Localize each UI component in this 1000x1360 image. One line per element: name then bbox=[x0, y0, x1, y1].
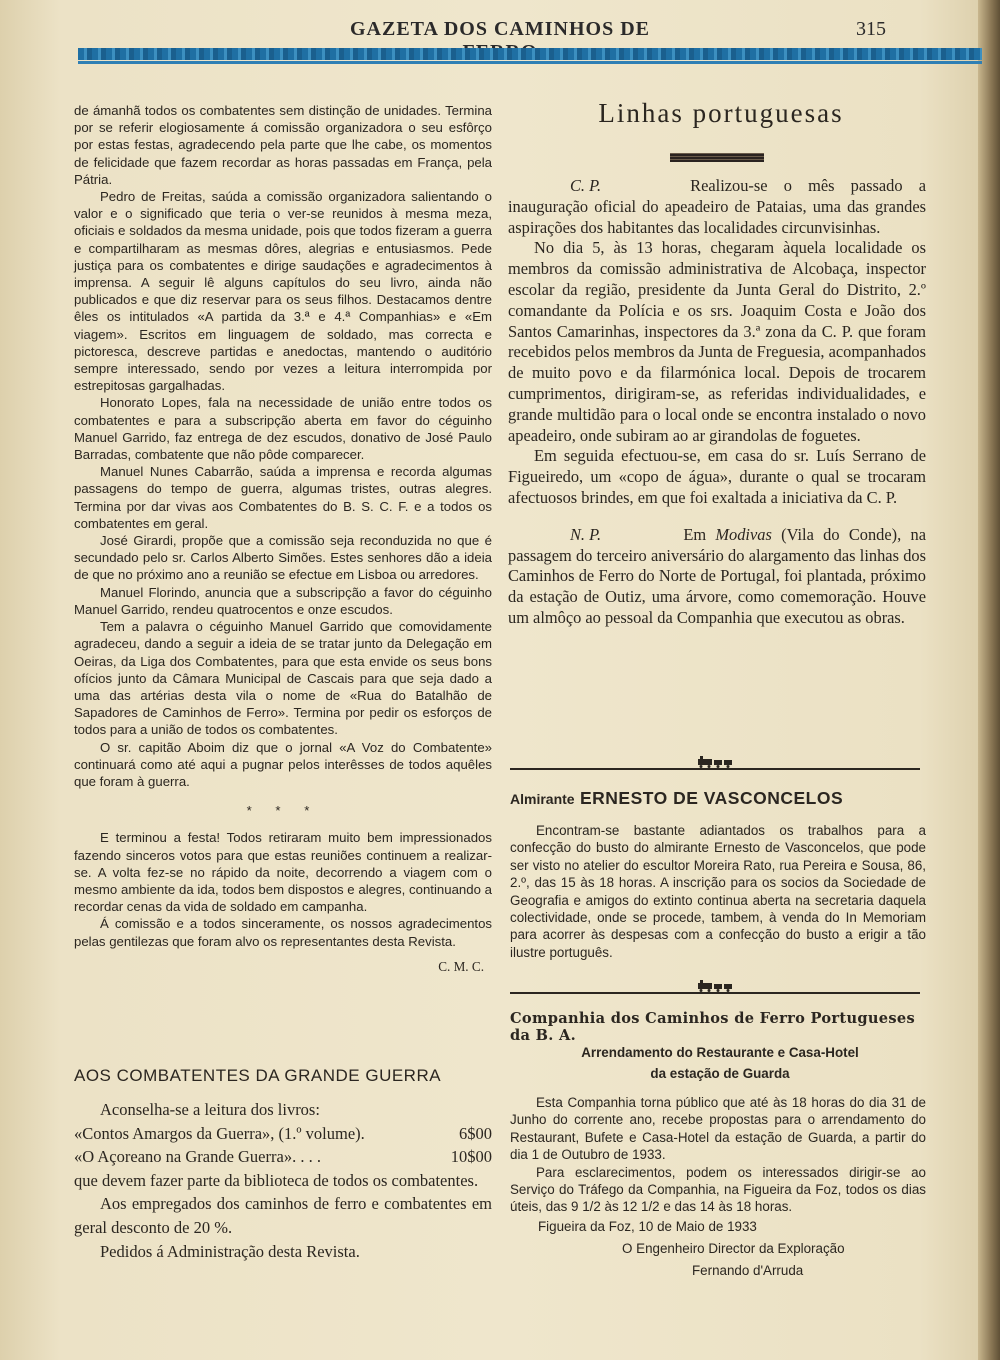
section-title: Linhas portuguesas bbox=[598, 98, 844, 128]
almirante-paragraph: Encontram-se bastante adiantados os trabalhos para a confecção do busto do almirante Ernesto de Vasconcelos, que pode ser visto no atelier do escultor Moreira Rato, rua Pereira e Sousa, 86, 2.º, das 15 às 18 horas. A inscrição para os socios da Sociedade de Geografia e amigos do extinto continua aberta na secretaria daquela colectividade, onde se procede, tambem, à venda do In Memoriam para acorrer às despesas com a confecção do busto a erigir a tão ilustre português. bbox=[510, 823, 926, 960]
article-paragraph: José Girardi, propõe que a comissão seja reconduzida no que é secundado pelo sr. Carlos Alberto Simões. Estes senhores dão a ideia de que no próximo ano a reunião se efectue em Lisboa ou arredores. bbox=[74, 533, 492, 583]
header-rule-thin bbox=[78, 61, 982, 64]
almirante-article bbox=[510, 822, 926, 961]
article-signature: C. M. C. bbox=[438, 958, 484, 974]
combatants-intro: Aconselha-se a leitura dos livros: bbox=[100, 1100, 320, 1119]
almirante-title-name: ERNESTO DE VASCONCELOS bbox=[579, 788, 844, 808]
book-title: «O Açoreano na Grande Guerra». . . . bbox=[74, 1147, 321, 1167]
company-paragraph: Esta Companhia torna público que até às 18 horas do dia 31 de Junho do corrente ano, recebe propostas para o arrendamento do Restaurant, Bufete e Casa-Hotel da estação de Guarda, a partir do dia 1 de Outubro de 1933. bbox=[510, 1095, 926, 1163]
article-paragraph: Tem a palavra o céguinho Manuel Garrido que comovidamente agradeceu, dando a seguir a ideia de se tratar junto da Delegação em Oeiras, da Liga dos Combatentes, para que esta envide os seus bons ofícios junto da Câmara Municipal de Cascais para que seja dado a uma das artérias desta vila o nome de «Rua do Batalhão de Sapadores de Caminhos de Ferro». Termina por pedir os esforços de todos para a união de todos os combatentes. bbox=[74, 619, 492, 738]
news-np-rest: (Vila do Conde), na passagem do terceiro aniversário do alargamento das linhas dos Caminhos de Ferro do Norte de Portugal, foi plantada, próximo da estação de Outiz, uma árvore, como comemoração. Houve um almôço ao pessoal da Companhia que executou as obras. bbox=[508, 524, 926, 627]
train-icon bbox=[696, 980, 736, 992]
combatants-discount: Aos empregados dos caminhos de ferro e combatentes em geral desconto de 20 %. bbox=[74, 1194, 492, 1237]
section-divider bbox=[510, 768, 920, 770]
section-divider bbox=[510, 992, 920, 994]
company-heading: Companhia dos Caminhos de Ferro Portugueses da B. A. bbox=[510, 1010, 915, 1044]
news-paragraph: Em seguida efectuou-se, em casa do sr. Luís Serrano de Figueiredo, um «copo de água», durante o qual se trocaram afectuosos brindes, em que foi exaltada a iniciativa da C. P. bbox=[508, 446, 926, 507]
news-cp bbox=[508, 176, 926, 509]
page-number: 315 bbox=[856, 18, 886, 40]
company-place-date: Figueira da Foz, 10 de Maio de 1933 bbox=[538, 1219, 757, 1234]
company-subheading-line: da estação de Guarda bbox=[650, 1066, 790, 1081]
header-rule bbox=[78, 48, 982, 60]
combatants-orders: Pedidos á Administração desta Revista. bbox=[100, 1241, 360, 1261]
book-price: 10$00 bbox=[450, 1147, 492, 1167]
company-subheading-line: Arrendamento do Restaurante e Casa-Hotel bbox=[581, 1045, 859, 1060]
news-cp-lead: Realizou-se o mês passado a inauguração oficial do apeadeiro de Pataias, uma das grandes aspirações dos habitantes das localidades circunvisinhas. bbox=[508, 176, 926, 237]
news-np-em: Em bbox=[683, 524, 707, 544]
article-paragraph: Á comissão e a todos sinceramente, os nossos agradecimentos pelas gentilezas que foram alvo os representantes desta Revista. bbox=[74, 916, 492, 949]
combatants-ad bbox=[74, 1098, 492, 1263]
left-column-article bbox=[74, 102, 492, 975]
company-signatory-role: O Engenheiro Director da Exploração bbox=[622, 1241, 845, 1256]
news-np bbox=[508, 525, 926, 629]
article-paragraph: Manuel Nunes Cabarrão, saúda a imprensa e recorda algumas passagens do tempo de guerra, algumas tristes, outras alegres. Termina por dar vivas aos Combatentes do B. S. C. F. e a todos os combatentes em geral. bbox=[74, 464, 492, 531]
almirante-title-prefix: Almirante bbox=[510, 791, 575, 807]
news-paragraph: No dia 5, às 13 horas, chegaram àquela localidade os membros da comissão administrativa de Alcobaça, inspector escolar da região, presidente da Junta Geral do Distrito, 2.º comandante da Polícia e os srs. Joaquim Costa e João dos Santos Camarinhas, inspectores da 3.ª zona da C. P. que foram recebidos pelos membros da Junta de Freguesia, acompanhados de muito povo e da filarmónica local. Depois de trocarem cumprimentos, dirigiram-se, as referidas individualidades, e grande multidão para o local onde se encontra instalado o novo apeadeiro, onde subiram ao ar girandolas de foguetes. bbox=[508, 238, 926, 445]
article-paragraph: Pedro de Freitas, saúda a comissão organizadora salientando o valor e o significado que teria o ver-se reunidos à mesma meza, oficiais e soldados da mesma unidade, pois que todos fizeram a guerra e compartilharam as mesmas dôres, alegrias e entusiasmos. Pede justiça para os combatentes e dirige saudações e agradecimentos à imprensa. A seguir lê alguns capítulos do seu livro, ainda não publicados e que diz reservar para os seus filhos. Destacamos dentre êles os intitulados «A partida da 3.ª e 4.ª Companhias» e «Em viagem». Escritos em linguagem de soldado, mas correcta e pictoresca, descreve partidas e anedoctas, mantendo o auditório sempre interessado, sendo por vezes a leitura interrompida por estrepitosas gargalhadas. bbox=[74, 189, 492, 394]
article-paragraph: Manuel Florindo, anuncia que a subscripção a favor do céguinho Manuel Garrido, rendeu quatrocentos e onze escudos. bbox=[74, 584, 492, 617]
train-icon bbox=[696, 756, 736, 768]
combatants-note: que devem fazer parte da biblioteca de todos os combatentes. bbox=[74, 1170, 479, 1190]
news-tag-np: N. P. bbox=[570, 524, 602, 544]
news-np-place: Modivas bbox=[715, 524, 772, 544]
article-paragraph: E terminou a festa! Todos retiraram muito bem impressionados fazendo sinceros votos para que estas reuniões continuem a realizar-se. A volta fez-se no rápido da noite, decorrendo a viagem com o mesmo ambiente da ida, todos bem dispostos e alegres, continuando a recordar cenas da vida de soldado em campanha. bbox=[74, 830, 492, 915]
company-subheading bbox=[510, 1042, 930, 1084]
book-item bbox=[74, 1145, 492, 1169]
book-price: 6$00 bbox=[459, 1123, 492, 1143]
company-paragraph: Para esclarecimentos, podem os interessados dirigir-se ao Serviço do Tráfego da Companhia, na Figueira da Foz, todos os dias úteis, das 9 1/2 às 12 1/2 e das 14 às 18 horas. bbox=[510, 1164, 926, 1215]
company-signatory-name: Fernando d'Arruda bbox=[692, 1263, 804, 1278]
article-paragraph: Honorato Lopes, fala na necessidade de união entre todos os combatentes e para a subscripção aberta em favor do céguinho Manuel Garrido, faz entrega de dez escudos, donativo de José Paulo Barradas, combatente que não pôde comparecer. bbox=[74, 395, 492, 463]
book-item bbox=[74, 1122, 492, 1146]
book-spine-edge bbox=[978, 0, 1000, 1360]
section-separator: * * * bbox=[246, 803, 320, 819]
article-paragraph: O sr. capitão Aboim diz que o jornal «A Voz do Combatente» continuará como até aqui a pugnar pelos interêsses de todos aquêles que foram à guerra. bbox=[74, 739, 492, 789]
magazine-title: GAZETA DOS CAMINHOS DE bbox=[349, 18, 650, 40]
title-ornament bbox=[670, 153, 764, 162]
company-notice bbox=[510, 1094, 926, 1216]
book-title: «Contos Amargos da Guerra», (1.º volume). bbox=[74, 1123, 365, 1143]
combatants-heading: AOS COMBATENTES DA GRANDE GUERRA bbox=[74, 1066, 442, 1085]
news-tag-cp: C. P. bbox=[570, 176, 602, 195]
almirante-heading bbox=[510, 788, 930, 809]
right-column bbox=[508, 98, 926, 629]
article-paragraph: de ámanhã todos os combatentes sem distinção de unidades. Termina por se referir elogiosamente á comissão organizadora o seu esfôrço por estas festas, agradecendo pela parte que lhe cabe, os momentos de felicidade que fazem recordar as horas passadas em França, pela Pátria. bbox=[74, 103, 492, 187]
company-signature bbox=[510, 1216, 926, 1282]
